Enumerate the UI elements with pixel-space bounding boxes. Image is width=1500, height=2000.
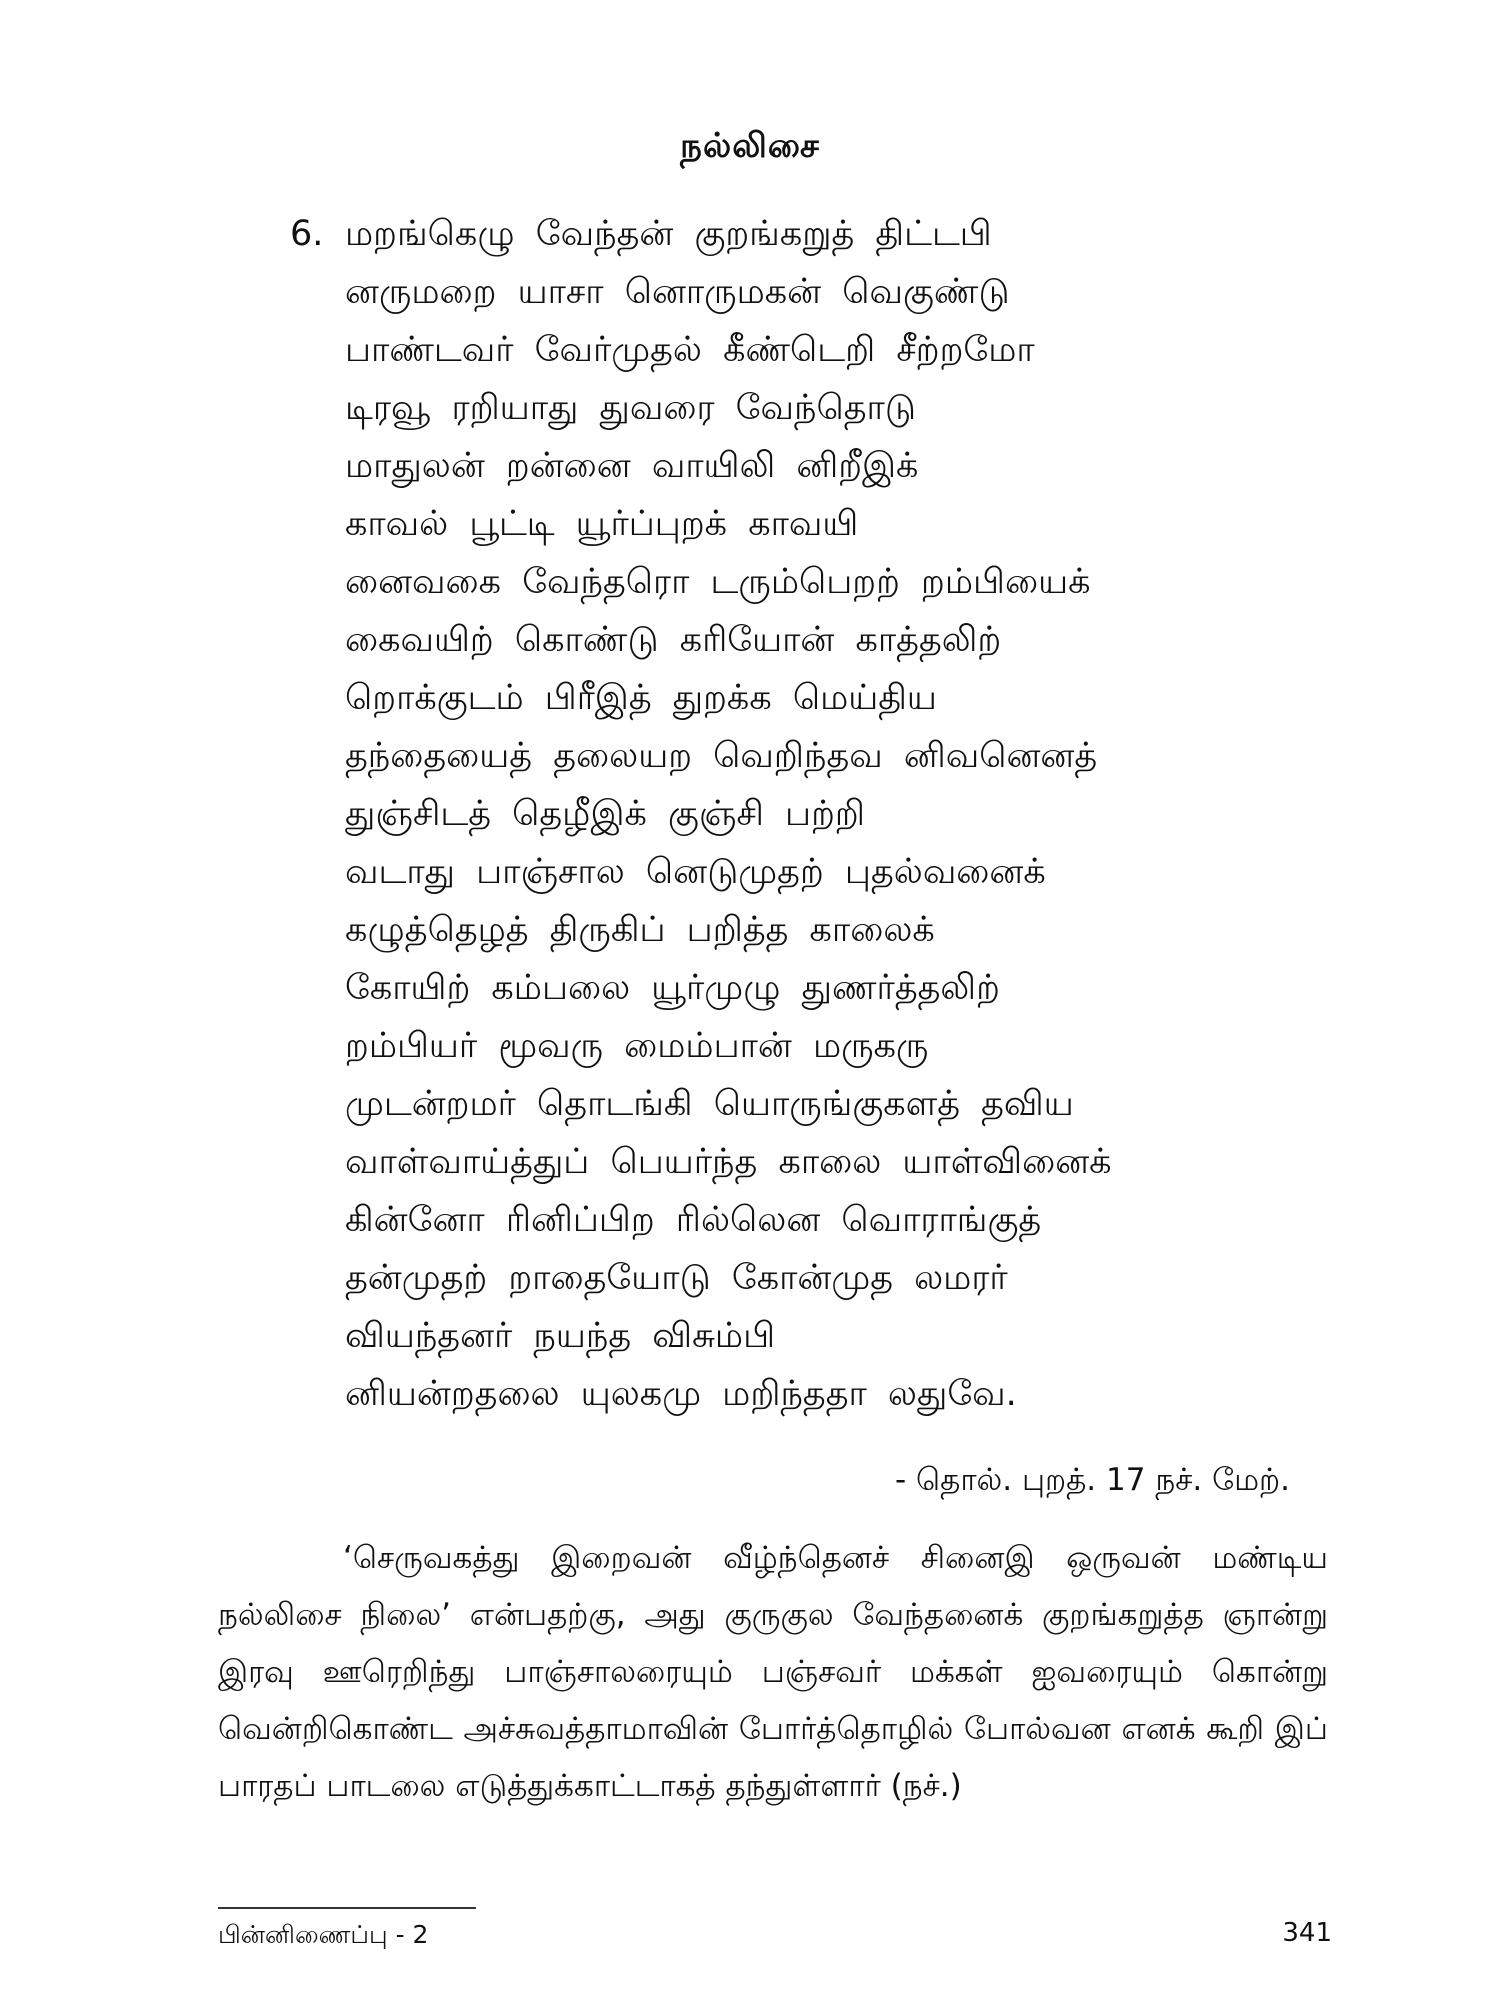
verse-line: முடன்றமர் தொடங்கி யொருங்குகளத் தவிய — [345, 1084, 1074, 1124]
commentary-paragraph: ‘செருவகத்து இறைவன் வீழ்ந்தெனச் சினைஇ ஒருவன் மண்டிய நல்லிசை நிலை’ என்பதற்கு, அது குருகுல வேந்தனைக் குறங்கறுத்த ஞான்று இரவு ஊரெறிந்து பாஞ்சாலரையும் பஞ்சவர் மக்கள் ஐவரையும் கொன்று வென்றிகொண்ட அச்சுவத்தாமாவின் போர்த்தொழில் போல்வன எனக் கூறி இப் பாரதப் பாடலை எடுத்துக்காட்டாகத் தந்துள்ளார் (நச்.) — [218, 1540, 1328, 1804]
footer-label: பின்னிணைப்பு - 2 — [218, 1920, 429, 1949]
verse-line: னைவகை வேந்தரொ டரும்பெறற் றம்பியைக் — [345, 562, 1091, 602]
verse-line: றொக்குடம் பிரீஇத் துறக்க மெய்திய — [345, 678, 937, 718]
verse-line: டிரவூ ரறியாது துவரை வேந்தொடு — [345, 388, 917, 428]
footer-divider — [218, 1907, 476, 1909]
verse-line: தந்தையைத் தலையற வெறிந்தவ னிவனெனத் — [345, 736, 1098, 776]
verse-line: துஞ்சிடத் தெழீஇக் குஞ்சி பற்றி — [345, 794, 866, 834]
verse-lines — [345, 205, 1112, 1423]
verse-line: றம்பியர் மூவரு மைம்பான் மருகரு — [345, 1026, 929, 1066]
verse-line: தன்முதற் றாதையோடு கோன்முத லமரர் — [345, 1258, 1008, 1298]
verse-line: கழுத்தெழத் திருகிப் பறித்த காலைக் — [345, 910, 935, 950]
page-title: நல்லிசை — [680, 126, 820, 166]
citation: - தொல். புறத். 17 நச். மேற். — [894, 1462, 1290, 1498]
verse-line: கைவயிற் கொண்டு கரியோன் காத்தலிற் — [345, 620, 1002, 660]
verse-line: காவல் பூட்டி யூர்ப்புறக் காவயி — [345, 504, 859, 544]
verse-line: னருமறை யாசா னொருமகன் வெகுண்டு — [345, 272, 1010, 312]
verse-line: மறங்கெழு வேந்தன் குறங்கறுத் திட்டபி — [345, 214, 992, 254]
verse-line: பாண்டவர் வேர்முதல் கீண்டெறி சீற்றமோ — [345, 330, 1035, 370]
verse-line: கோயிற் கம்பலை யூர்முழு துணர்த்தலிற் — [345, 968, 1000, 1008]
verse-line: மாதுலன் றன்னை வாயிலி னிறீஇக் — [345, 446, 919, 486]
verse-number: 6. — [290, 214, 324, 254]
page-number: 341 — [1282, 1918, 1332, 1948]
verse-line: னியன்றதலை யுலகமு மறிந்ததா லதுவே. — [345, 1374, 1017, 1414]
verse-line: வடாது பாஞ்சால னெடுமுதற் புதல்வனைக் — [345, 852, 1046, 892]
verse-line: வாள்வாய்த்துப் பெயர்ந்த காலை யாள்வினைக் — [345, 1142, 1112, 1182]
verse-line: வியந்தனர் நயந்த விசும்பி — [345, 1316, 776, 1356]
verse-line: கின்னோ ரினிப்பிற ரில்லென வொராங்குத் — [345, 1200, 1042, 1240]
